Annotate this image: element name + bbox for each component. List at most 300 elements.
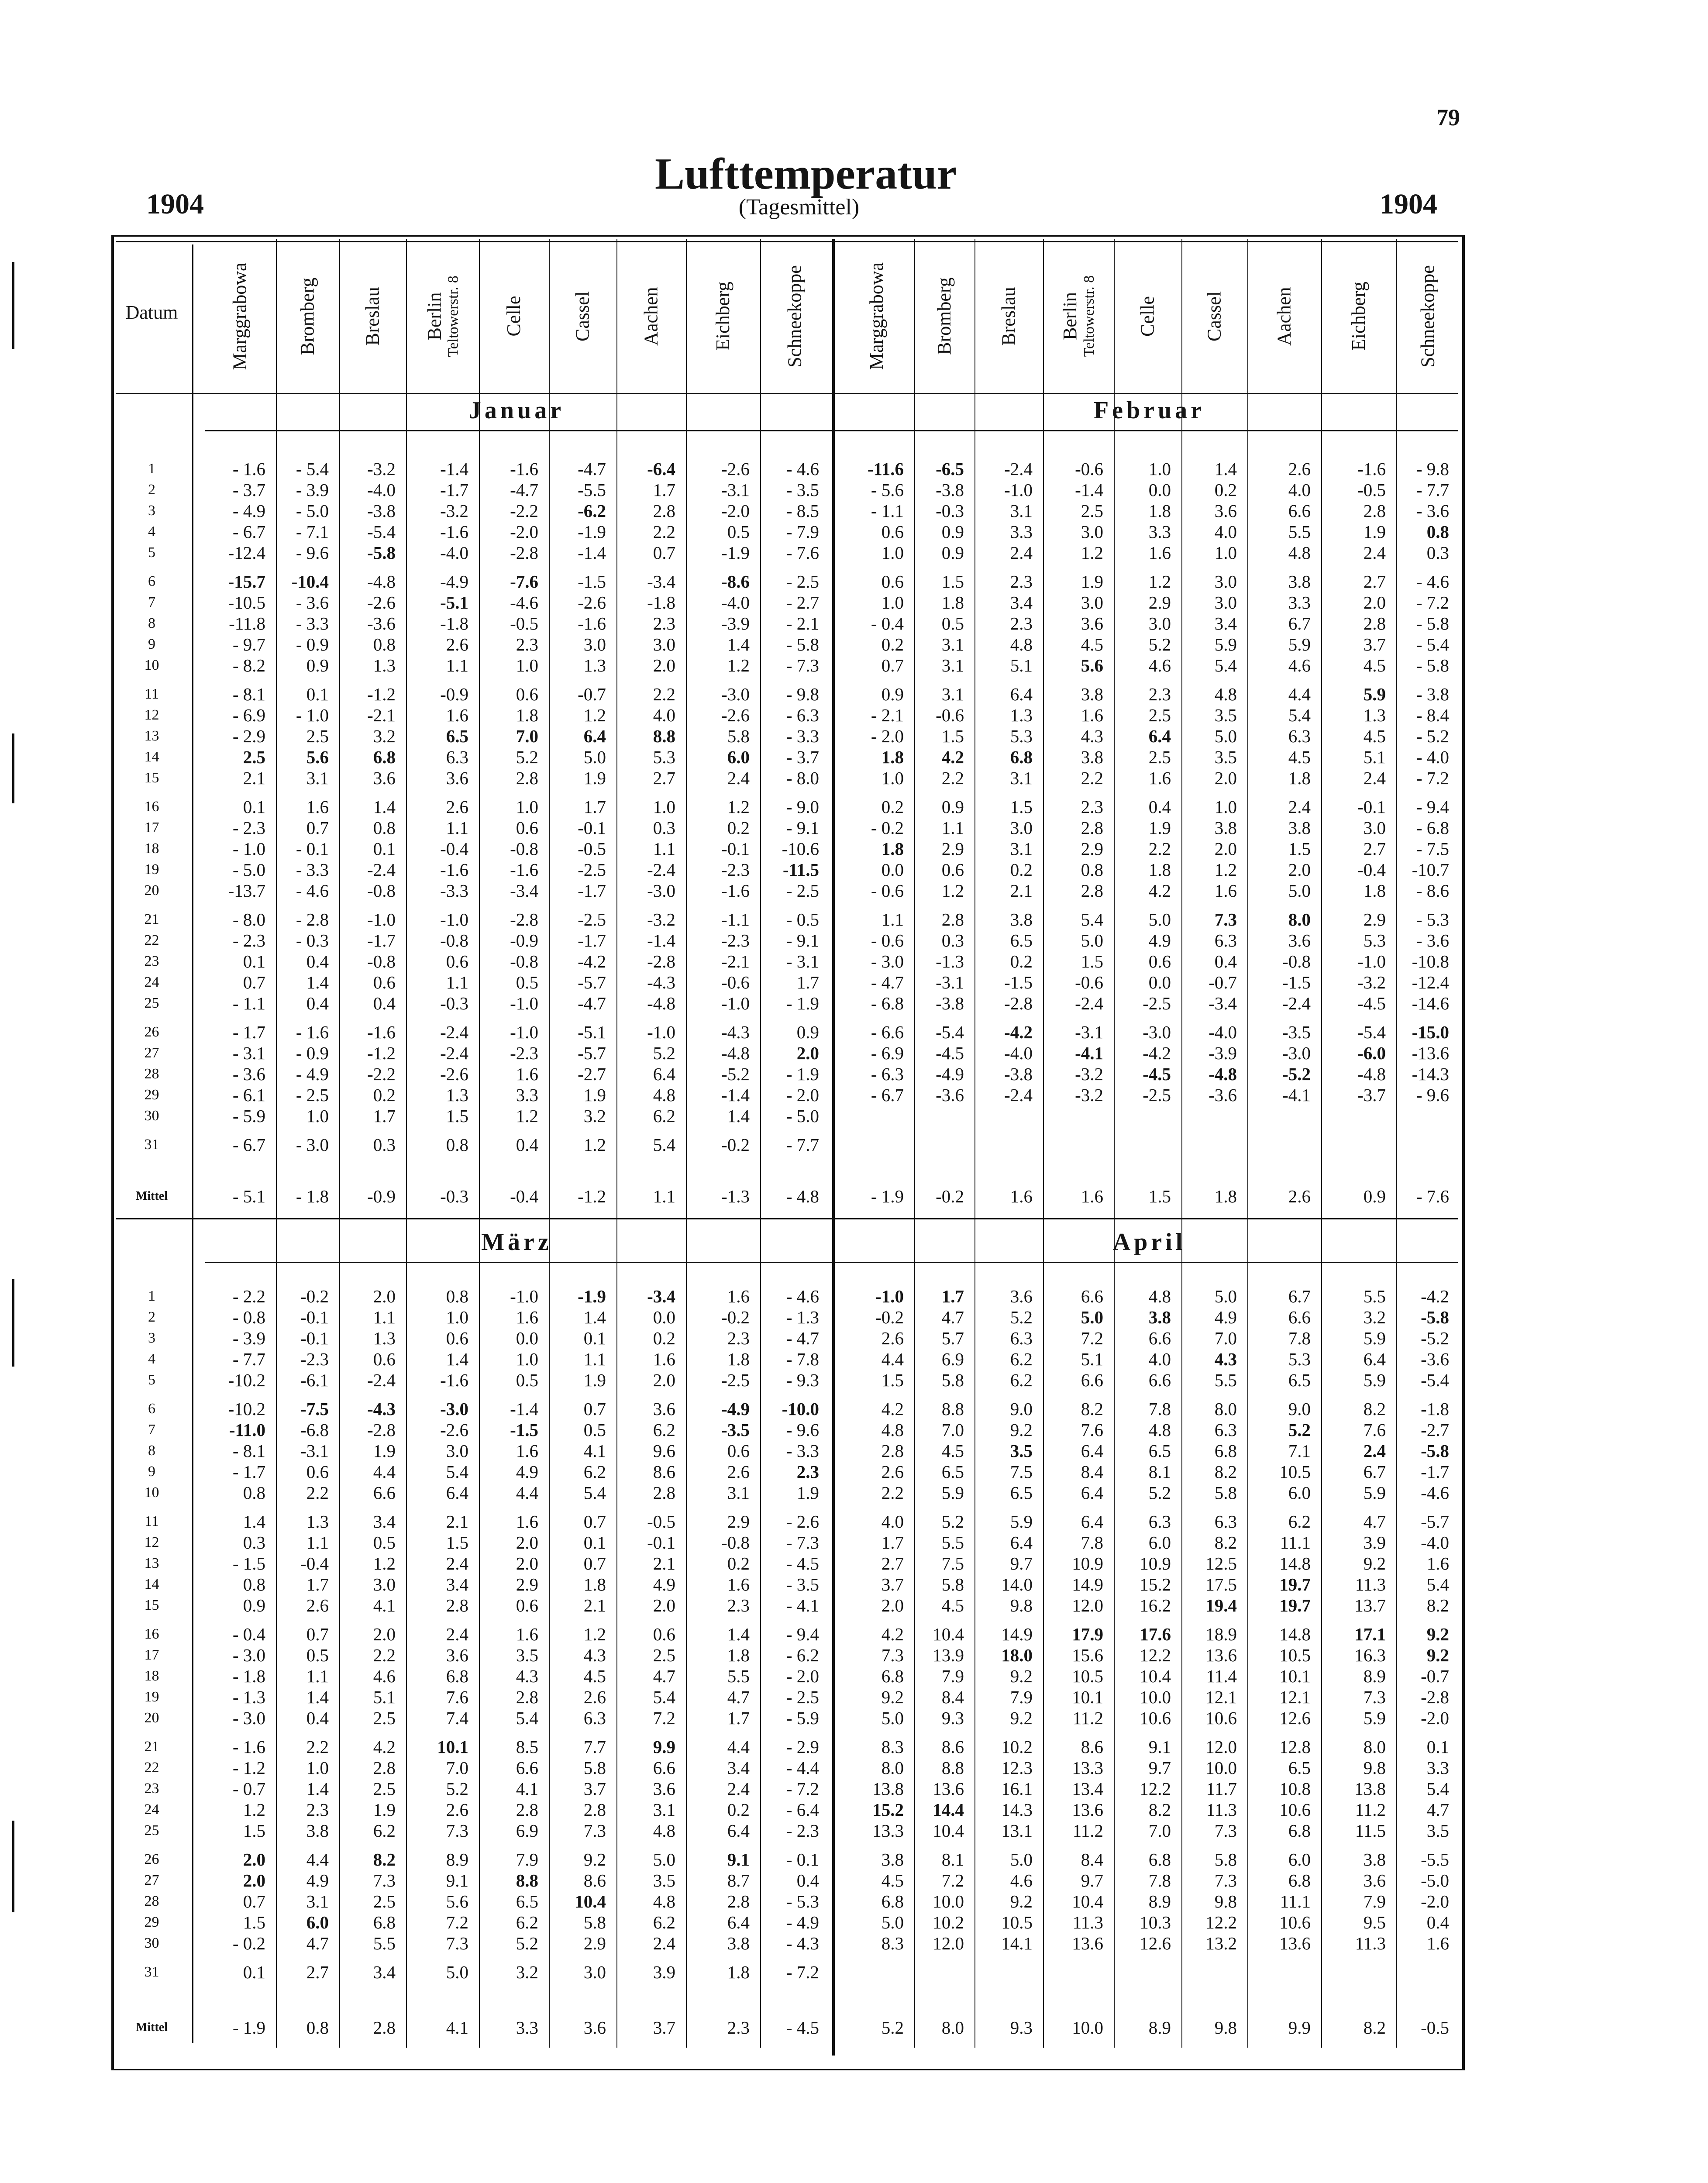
temperature-cell: 1.9 [583,1370,606,1390]
temperature-cell: -6.8 [300,1420,329,1440]
temperature-cell: 14.9 [1072,1574,1103,1594]
temperature-cell: - 3.1 [786,951,819,971]
temperature-cell: 4.9 [653,1574,675,1594]
station-header-aachen [1247,239,1321,393]
mean-cell: -1.3 [721,1186,750,1206]
temperature-cell: 4.8 [1148,1420,1171,1440]
temperature-cell: 5.9 [1363,1708,1386,1728]
mean-cell: 1.6 [1010,1186,1033,1206]
temperature-cell: -1.8 [440,613,468,634]
temperature-cell: -4.0 [1421,1532,1449,1553]
temperature-cell: 3.8 [881,1849,904,1870]
temperature-cell: 8.0 [1214,1399,1237,1419]
temperature-cell: - 2.5 [786,572,819,592]
temperature-cell: 2.4 [1010,543,1033,563]
day-number: 27 [144,1872,159,1888]
temperature-cell: -4.2 [1004,1022,1033,1042]
temperature-cell: 6.4 [653,1064,675,1084]
temperature-cell: -1.6 [1357,459,1386,479]
temperature-cell: -4.0 [1004,1043,1033,1063]
temperature-cell: 6.3 [1148,1512,1171,1532]
temperature-cell: 8.4 [1081,1849,1103,1870]
temperature-cell: 2.0 [796,1043,819,1063]
temperature-cell: 4.8 [1148,1286,1171,1306]
temperature-cell: 1.2 [583,1624,606,1644]
temperature-cell: 10.6 [1279,1800,1311,1820]
temperature-cell: -10.2 [228,1370,265,1390]
temperature-cell: 1.6 [1148,768,1171,788]
station-name: Celle [1136,296,1158,337]
temperature-cell: 5.0 [1148,909,1171,930]
temperature-cell: 12.0 [1205,1737,1237,1757]
temperature-cell: 5.9 [1288,634,1311,654]
temperature-cell: 2.1 [243,768,265,788]
temperature-cell: 0.6 [446,951,468,971]
temperature-cell: 3.1 [306,768,329,788]
temperature-cell: 7.6 [446,1687,468,1707]
station-name: Eichberg [1347,281,1369,351]
day-number: 26 [144,1024,159,1040]
temperature-cell: - 1.3 [786,1307,819,1327]
temperature-cell: 6.5 [1288,1370,1311,1390]
day-number: 8 [148,615,155,631]
day-number: 16 [144,799,159,815]
temperature-cell: 6.5 [1288,1758,1311,1778]
temperature-cell: 0.6 [881,522,904,542]
temperature-cell: 4.3 [1081,726,1103,746]
temperature-cell: 11.2 [1072,1708,1103,1728]
temperature-cell: 8.4 [1081,1462,1103,1482]
temperature-cell: 3.2 [583,1106,606,1126]
temperature-cell: 7.4 [446,1708,468,1728]
mean-cell: - 1.9 [232,2018,265,2038]
temperature-cell: 0.8 [243,1574,265,1594]
temperature-cell: 3.0 [1363,818,1386,838]
temperature-cell: - 0.6 [871,881,904,901]
temperature-cell: 9.2 [881,1687,904,1707]
temperature-cell: 15.2 [1140,1574,1171,1594]
day-number: 24 [144,974,159,990]
temperature-cell: 4.7 [1363,1512,1386,1532]
temperature-cell: 4.7 [653,1666,675,1686]
temperature-cell: 9.8 [1214,1891,1237,1911]
temperature-cell: -1.5 [1282,972,1311,992]
temperature-cell: - 2.5 [786,881,819,901]
temperature-cell: - 5.4 [1416,634,1449,654]
temperature-cell: -5.5 [1421,1849,1449,1870]
temperature-cell: 14.1 [1001,1933,1033,1953]
station-header-eichberg [686,239,760,393]
temperature-cell: -0.3 [936,501,964,521]
temperature-cell: 0.2 [727,1553,750,1574]
margin-mark-2 [12,733,14,803]
temperature-cell: 7.9 [516,1849,538,1870]
temperature-cell: 2.5 [1148,747,1171,767]
temperature-cell: 1.5 [446,1106,468,1126]
temperature-cell: -10.0 [782,1399,819,1419]
day-number: 7 [148,1422,155,1438]
temperature-cell: 3.8 [1148,1307,1171,1327]
temperature-cell: 7.3 [1214,909,1237,930]
temperature-cell: 4.1 [516,1779,538,1799]
temperature-cell: -2.4 [367,860,396,880]
temperature-cell: 2.3 [796,1462,819,1482]
temperature-cell: 0.9 [306,655,329,675]
temperature-cell: 2.3 [1081,797,1103,817]
temperature-cell: 12.3 [1001,1758,1033,1778]
temperature-cell: 1.8 [583,1574,606,1594]
temperature-cell: 7.7 [583,1737,606,1757]
temperature-cell: 10.3 [1140,1912,1171,1932]
temperature-cell: 4.0 [1288,480,1311,500]
temperature-cell: -0.9 [440,684,468,704]
temperature-cell: 7.9 [941,1666,964,1686]
temperature-cell: 5.0 [1081,930,1103,950]
temperature-cell: -0.8 [510,951,538,971]
temperature-cell: 2.8 [1081,881,1103,901]
temperature-cell: -0.8 [367,881,396,901]
temperature-cell: 2.8 [583,1800,606,1820]
temperature-cell: 3.3 [1288,592,1311,613]
temperature-cell: 0.7 [881,655,904,675]
temperature-cell: 6.4 [1010,684,1033,704]
temperature-cell: -3.8 [367,501,396,521]
temperature-cell: 3.4 [727,1758,750,1778]
day-number: 18 [144,1668,159,1684]
temperature-cell: 4.4 [881,1349,904,1369]
day-number: 5 [148,544,155,561]
temperature-cell: - 6.6 [871,1022,904,1042]
day-number: 24 [144,1801,159,1818]
temperature-cell: -3.0 [1143,1022,1171,1042]
temperature-cell: 3.8 [1081,747,1103,767]
temperature-cell: - 1.9 [786,993,819,1013]
month-rule [205,430,1458,431]
temperature-cell: - 3.3 [786,1441,819,1461]
temperature-cell: 1.0 [881,768,904,788]
temperature-cell: 4.0 [1214,522,1237,542]
temperature-cell: 4.8 [653,1085,675,1105]
temperature-cell: 0.6 [881,572,904,592]
temperature-cell: 6.6 [1081,1370,1103,1390]
temperature-cell: 1.8 [1288,768,1311,788]
temperature-cell: -5.1 [440,592,468,613]
temperature-cell: - 7.3 [786,1532,819,1553]
temperature-cell: 3.2 [373,726,396,746]
temperature-cell: 3.0 [373,1574,396,1594]
temperature-cell: 6.2 [583,1462,606,1482]
temperature-cell: -2.4 [1282,993,1311,1013]
temperature-cell: - 9.1 [786,930,819,950]
temperature-cell: 2.7 [306,1962,329,1982]
temperature-cell: - 3.0 [232,1708,265,1728]
temperature-cell: - 9.7 [232,634,265,654]
station-header-bromberg [276,239,339,393]
temperature-cell: -2.8 [1004,993,1033,1013]
temperature-cell: -1.0 [367,909,396,930]
temperature-cell: 9.1 [1148,1737,1171,1757]
temperature-cell: -3.0 [721,684,750,704]
temperature-cell: 4.5 [583,1666,606,1686]
temperature-cell: 1.8 [516,705,538,725]
temperature-cell: 1.5 [941,726,964,746]
temperature-cell: 1.9 [1363,522,1386,542]
temperature-cell: - 4.7 [871,972,904,992]
mean-label: Mittel [135,1189,168,1203]
temperature-cell: 0.7 [243,972,265,992]
temperature-cell: -13.7 [228,881,265,901]
temperature-cell: 1.6 [1214,881,1237,901]
temperature-cell: - 4.6 [296,881,329,901]
temperature-cell: -1.6 [510,459,538,479]
day-number: 15 [144,1597,159,1613]
temperature-cell: 3.6 [1010,1286,1033,1306]
temperature-cell: 13.6 [1205,1645,1237,1665]
temperature-cell: 10.6 [1205,1708,1237,1728]
temperature-cell: 5.2 [516,1933,538,1953]
temperature-cell: 0.4 [1148,797,1171,817]
temperature-cell: -4.2 [1421,1286,1449,1306]
temperature-cell: - 0.5 [786,909,819,930]
temperature-cell: 16.1 [1001,1779,1033,1799]
temperature-cell: 4.4 [727,1737,750,1757]
temperature-cell: - 8.0 [786,768,819,788]
temperature-cell: 11.3 [1206,1800,1237,1820]
temperature-cell: - 7.7 [232,1349,265,1369]
temperature-cell: 2.6 [583,1687,606,1707]
temperature-cell: 3.6 [653,1399,675,1419]
temperature-cell: 2.8 [446,1595,468,1615]
temperature-cell: 1.4 [583,1307,606,1327]
temperature-cell: 0.9 [941,543,964,563]
temperature-cell: -4.5 [936,1043,964,1063]
temperature-cell: -2.1 [721,951,750,971]
temperature-cell: 10.5 [1279,1645,1311,1665]
temperature-cell: 5.2 [1148,634,1171,654]
temperature-cell: 8.2 [1426,1595,1449,1615]
temperature-cell: 14.8 [1279,1553,1311,1574]
temperature-cell: - 5.8 [1416,613,1449,634]
temperature-cell: 1.5 [243,1912,265,1932]
temperature-cell: - 2.0 [786,1085,819,1105]
temperature-cell: 2.2 [653,522,675,542]
temperature-cell: -0.1 [578,818,606,838]
temperature-cell: 13.4 [1072,1779,1103,1799]
temperature-cell: 4.7 [1426,1800,1449,1820]
temperature-cell: 8.3 [881,1933,904,1953]
temperature-cell: - 7.2 [1416,592,1449,613]
temperature-cell: 2.2 [1148,839,1171,859]
temperature-cell: - 2.0 [786,1666,819,1686]
temperature-cell: -1.6 [721,881,750,901]
temperature-cell: 3.1 [941,655,964,675]
temperature-cell: 11.5 [1355,1821,1386,1841]
temperature-cell: 4.5 [1363,726,1386,746]
temperature-cell: 10.4 [1140,1666,1171,1686]
temperature-cell: 6.2 [653,1106,675,1126]
temperature-cell: 8.9 [1363,1666,1386,1686]
temperature-cell: - 5.8 [786,634,819,654]
mean-cell: -0.2 [936,1186,964,1206]
temperature-cell: - 3.9 [296,480,329,500]
temperature-cell: 0.1 [583,1532,606,1553]
temperature-cell: 1.6 [1426,1933,1449,1953]
temperature-cell: 17.9 [1072,1624,1103,1644]
temperature-cell: 0.9 [796,1022,819,1042]
temperature-cell: -2.6 [367,592,396,613]
temperature-cell: 3.1 [306,1891,329,1911]
temperature-cell: 6.2 [653,1420,675,1440]
temperature-cell: -1.3 [936,951,964,971]
temperature-cell: 4.5 [881,1870,904,1890]
temperature-cell: 2.7 [1363,572,1386,592]
temperature-cell: 3.7 [1363,634,1386,654]
temperature-cell: 5.9 [1363,1328,1386,1348]
temperature-cell: -3.2 [367,459,396,479]
temperature-cell: 5.0 [583,747,606,767]
temperature-cell: 11.1 [1280,1532,1311,1553]
temperature-cell: 2.0 [1214,768,1237,788]
temperature-cell: -2.2 [510,501,538,521]
temperature-cell: 0.4 [1214,951,1237,971]
mean-cell: 0.9 [1363,1186,1386,1206]
temperature-cell: - 6.3 [786,705,819,725]
temperature-cell: 3.7 [583,1779,606,1799]
temperature-cell: 1.0 [306,1758,329,1778]
temperature-cell: 1.3 [583,655,606,675]
temperature-cell: 8.8 [653,726,675,746]
temperature-cell: - 2.9 [786,1737,819,1757]
temperature-cell: -2.0 [510,522,538,542]
temperature-cell: 0.3 [653,818,675,838]
temperature-cell: 1.5 [446,1532,468,1553]
temperature-cell: 1.6 [446,705,468,725]
temperature-cell: 7.8 [1148,1870,1171,1890]
temperature-cell: 2.2 [881,1483,904,1503]
temperature-cell: 3.8 [1288,818,1311,838]
temperature-cell: 3.1 [653,1800,675,1820]
temperature-cell: 1.1 [446,655,468,675]
mean-cell: 2.3 [727,2018,750,2038]
temperature-cell: - 7.1 [296,522,329,542]
temperature-cell: - 4.6 [786,459,819,479]
mean-cell: - 4.8 [786,1186,819,1206]
temperature-cell: -2.8 [367,1420,396,1440]
temperature-cell: 19.7 [1279,1574,1311,1594]
temperature-cell: 1.7 [373,1106,396,1126]
temperature-cell: 2.4 [727,768,750,788]
temperature-cell: -1.7 [440,480,468,500]
temperature-cell: -6.4 [647,459,675,479]
day-number: 10 [144,657,159,673]
temperature-cell: 0.0 [881,860,904,880]
temperature-cell: 2.4 [1363,768,1386,788]
temperature-cell: -2.4 [367,1370,396,1390]
temperature-cell: 6.0 [727,747,750,767]
temperature-cell: 1.4 [727,1624,750,1644]
temperature-cell: 5.8 [727,726,750,746]
temperature-cell: 6.4 [1081,1483,1103,1503]
temperature-cell: - 5.0 [232,860,265,880]
station-name: Breslau [362,286,383,346]
temperature-cell: 1.1 [373,1307,396,1327]
temperature-cell: -0.5 [647,1512,675,1532]
temperature-cell: 0.3 [373,1135,396,1155]
temperature-cell: 0.6 [1148,951,1171,971]
temperature-cell: 2.9 [941,839,964,859]
temperature-cell: - 1.3 [232,1687,265,1707]
temperature-cell: 4.8 [1214,684,1237,704]
temperature-cell: - 2.2 [232,1286,265,1306]
temperature-cell: -2.4 [647,860,675,880]
temperature-cell: -4.7 [578,993,606,1013]
mean-cell: 5.2 [881,2018,904,2038]
temperature-cell: 1.6 [1081,705,1103,725]
temperature-cell: -10.7 [1412,860,1449,880]
temperature-cell: 0.2 [373,1085,396,1105]
temperature-cell: -3.5 [1282,1022,1311,1042]
temperature-cell: -5.2 [1421,1328,1449,1348]
temperature-cell: 10.5 [1279,1462,1311,1482]
temperature-cell: 4.3 [583,1645,606,1665]
temperature-cell: 7.9 [1010,1687,1033,1707]
temperature-cell: 2.0 [243,1849,265,1870]
temperature-cell: 1.2 [516,1106,538,1126]
temperature-cell: 1.7 [727,1708,750,1728]
temperature-cell: 1.4 [306,1687,329,1707]
station-header-breslau [339,239,406,393]
temperature-cell: 3.5 [1010,1441,1033,1461]
temperature-cell: 3.6 [1081,613,1103,634]
temperature-cell: 3.7 [881,1574,904,1594]
temperature-cell: -3.8 [936,480,964,500]
temperature-cell: - 0.3 [296,930,329,950]
temperature-cell: - 4.9 [786,1912,819,1932]
temperature-cell: 5.5 [727,1666,750,1686]
temperature-cell: 1.6 [516,1441,538,1461]
day-number: 20 [144,882,159,899]
temperature-cell: 9.0 [1010,1399,1033,1419]
temperature-cell: 2.3 [727,1328,750,1348]
temperature-cell: -2.8 [510,543,538,563]
mean-cell: 1.5 [1148,1186,1171,1206]
station-header-breslau [975,239,1043,393]
temperature-cell: 2.0 [1214,839,1237,859]
temperature-cell: - 4.7 [786,1328,819,1348]
temperature-cell: -1.2 [367,1043,396,1063]
temperature-cell: -4.8 [367,572,396,592]
day-number: 7 [148,594,155,610]
temperature-cell: 6.7 [1363,1462,1386,1482]
year-left: 1904 [146,188,204,220]
day-number: 15 [144,770,159,786]
temperature-cell: -0.8 [440,930,468,950]
temperature-cell: - 8.2 [232,655,265,675]
temperature-cell: 5.0 [881,1912,904,1932]
temperature-cell: 8.2 [1081,1399,1103,1419]
temperature-cell: - 3.7 [232,480,265,500]
temperature-cell: 5.1 [1010,655,1033,675]
temperature-cell: 5.8 [583,1758,606,1778]
temperature-cell: -4.6 [1421,1483,1449,1503]
temperature-cell: -6.1 [300,1370,329,1390]
temperature-cell: - 0.9 [296,1043,329,1063]
day-number: 22 [144,932,159,948]
temperature-cell: 13.8 [1354,1779,1386,1799]
temperature-cell: - 5.4 [296,459,329,479]
station-header-marggrabowa [204,239,276,393]
temperature-cell: -1.7 [578,930,606,950]
